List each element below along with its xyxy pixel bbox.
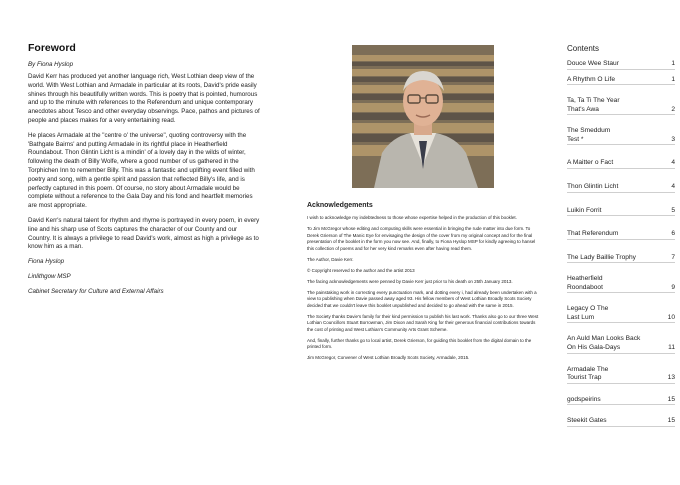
contents-entry: [567, 60, 675, 70]
contents-entry-title: Armadale The Tourist Trap: [567, 365, 609, 382]
foreword-paragraph: David Kerr's natural talent for rhythm and rhyme is portrayed in every poem, in every line and his sharp use of Scots captures the character of our County and our Country. It is always a privilege to read David's work, almost as high a privilege as to know him as a man.: [28, 216, 260, 251]
foreword-title: Foreword: [28, 42, 76, 54]
contents-entry: [567, 335, 675, 353]
contents-entry-title: A Maitter o Fact: [567, 159, 614, 167]
signature-name: Fiona Hyslop: [28, 258, 65, 266]
contents-entry-page: 9: [671, 283, 675, 291]
contents-entry-page: 4: [671, 182, 675, 190]
contents-entry: [567, 275, 675, 293]
contents-entry-page: 10: [667, 313, 675, 321]
ack-paragraph: The Society thanks Davie's family for their kind permission to publish his last work. Thanks also go to our three West Lothian Councillors Stuart Borrowman, Jim Dixon and Sarah King for their generous financial contributions towards the cost of printing and West Lothian's Community Arts Grant Scheme.: [307, 313, 539, 332]
signature-role: Linlithgow MSP: [28, 273, 71, 281]
contents-entry: [567, 366, 675, 384]
contents-entry-page: 7: [671, 253, 675, 261]
ack-paragraph: To Jim McGregor whose editing and computing skills were essential in bringing the rude matter into due form. To Derek Grierson of The Manic Eye for envisaging the design of the cover from my original concept and for the final presentation of the booklet in the form you now see. And, finally, to Fiona Hyslop MSP for kindly agreeing to hansel this collection of poems and for her very kind remarks even after having read them.: [307, 226, 536, 251]
ack-paragraph: © Copyright reserved to the author and the artist 2013: [307, 267, 415, 273]
ack-paragraph: The painstaking work in correcting every punctuation mark, and dotting every i, had already been undertaken with a view to publishing when Davie passed away aged 93. His fellow members of West Lothian Broadly Scots Society decided that we couldn't leave this booklet unpublished and decided to go ahead with the same in 2015.: [307, 289, 537, 308]
contents-entry-page: 1: [671, 75, 675, 83]
contents-entry-page: 3: [671, 135, 675, 143]
ack-paragraph: The Author, Davie Kerr.: [307, 256, 354, 262]
contents-entry-title: Heatherfield Roondaboot: [567, 275, 603, 291]
contents-entry-title: Ta, Ta Ti The Year That's Awa: [567, 97, 620, 113]
contents-entry: [567, 417, 675, 427]
contents-entry-page: 2: [671, 105, 675, 113]
contents-entry-page: 13: [667, 374, 675, 382]
contents-entry-page: 11: [668, 344, 675, 351]
contents-entry: [567, 396, 675, 406]
ack-paragraph: I wish to acknowledge my indebtedness to those whose expertise helped in the production of this booklet.: [307, 215, 517, 220]
contents-entry-page: 6: [671, 230, 675, 238]
acknowledgements-section: [307, 202, 539, 366]
contents-entry-title: godspeirins: [567, 395, 601, 403]
contents-entry-title: The Smeddum Test *: [567, 127, 611, 143]
ack-paragraph: And, finally, further thanks go to local artist, Derek Grierson, for guiding this booklet from the digital domain to the printed form.: [307, 337, 532, 350]
foreword-paragraph: David Kerr has produced yet another language rich, West Lothian deep view of the world. With West Lothian and Armadale in particular at its roots, David's pride easily shines through his beautifully written words. This is poetry that is pointed, humorous and up to the minute with references to the Referendum and unique contemporary anecdotes about Tesco and other everyday observings. Pace, pathos and pictures of people and places makes for a very entertaining read.: [28, 73, 260, 124]
contents-entry-title: A Rhythm O Life: [567, 75, 616, 83]
foreword-paragraph: He places Armadale at the "centre o' the universe", quoting controversy with the 'Bathgate Bairns' and putting Armadale in its rightful place in Heatherfield Roundabout. Thon Glintin Licht is a mindin' of a lovely day in the wilds of winter, following the death of Billy Wolfe, where a good number of us gathered in the Torphichen Inn to remember Billy. This was a fantastic and uplifting event filled with poetry and song, with a gentle spirit and passion that reflected Billy's life, and is perfectly captured in this poem. Of course, no story about Armadale would be complete without a reference to the Gala Day and his fond and heartfelt memories are most appropriate.: [28, 131, 255, 210]
ack-paragraph: Jim McGregor, Convener of West Lothian Broadly Scots Society, Armadale, 2015.: [307, 355, 470, 361]
signature-title: Cabinet Secretary for Culture and External Affairs: [28, 288, 164, 296]
contents-entry: [567, 97, 675, 115]
contents-entry-title: Douce Wee Staur: [567, 60, 619, 67]
contents-entry: [567, 127, 675, 145]
contents-entry: [567, 254, 675, 264]
contents-entry: [567, 207, 675, 217]
contents-entry: [567, 76, 675, 86]
contents-entry: [567, 230, 675, 240]
contents-entry-page: 15: [667, 395, 675, 403]
contents-entry-title: That Referendum: [567, 230, 619, 238]
contents-entry-title: An Auld Man Looks Back On His Gala-Days: [567, 335, 641, 351]
contents-entry: [567, 159, 675, 169]
contents-section: [567, 44, 675, 439]
contents-entry-title: Luikin Forrit: [567, 206, 602, 214]
contents-entry-page: 4: [671, 159, 675, 167]
contents-title: Contents: [567, 44, 600, 53]
foreword-section: [28, 42, 260, 303]
contents-entry: [567, 183, 675, 193]
ack-paragraph: The facing acknowledgements were penned by Davie Kerr just prior to his death on 25th January 2013.: [307, 278, 513, 284]
contents-entry-title: Steekit Gates: [567, 417, 607, 425]
contents-entry-page: 1: [671, 60, 675, 67]
author-photo: [352, 45, 494, 188]
contents-list: [567, 60, 675, 427]
contents-entry-title: Thon Glintin Licht: [567, 182, 619, 190]
contents-entry-page: 5: [671, 206, 675, 214]
contents-entry-page: 15: [667, 417, 675, 425]
foreword-byline: By Fiona Hyslop: [28, 61, 74, 68]
acknowledgements-title: Acknowledgements: [307, 202, 373, 209]
contents-entry: [567, 305, 675, 323]
contents-entry-title: Legacy O The Last Lum: [567, 305, 609, 321]
contents-entry-title: The Lady Baillie Trophy: [567, 253, 636, 261]
